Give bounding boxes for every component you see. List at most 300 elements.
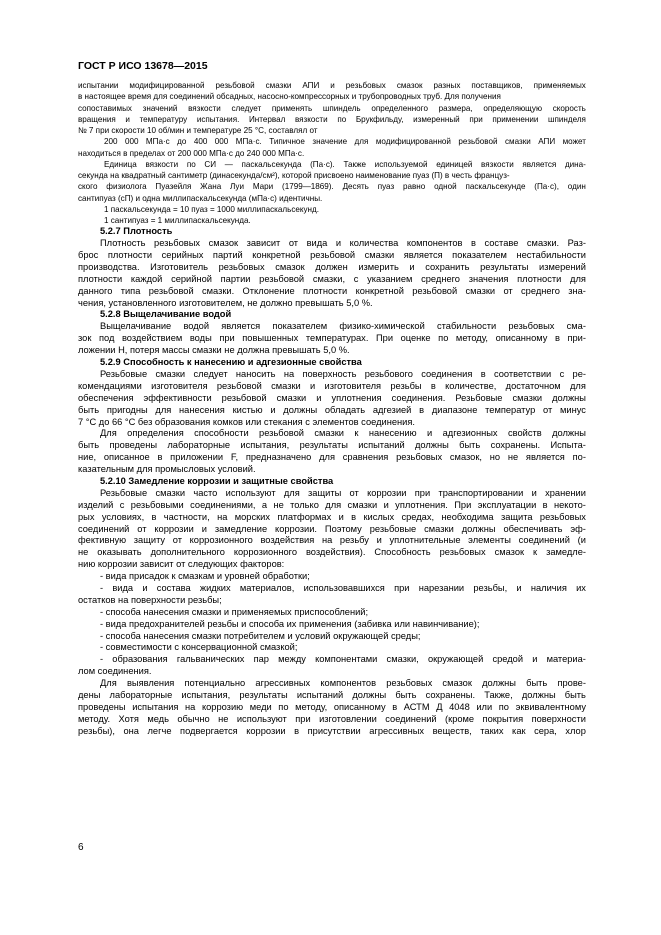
word: резьбы xyxy=(390,380,422,391)
word: морских xyxy=(234,511,271,522)
text-line: 7 °С до 66 °С без образования комков или стекания с элементов соединения. xyxy=(78,416,415,427)
word: брос xyxy=(78,250,99,261)
word: смазок xyxy=(396,81,423,90)
word: проведены xyxy=(109,440,158,451)
word: показателем xyxy=(272,321,328,332)
word: на xyxy=(321,535,333,546)
word: смазок, xyxy=(449,452,482,463)
word: коррозионного xyxy=(189,535,253,546)
word: резьбового xyxy=(364,368,413,379)
word: резьбовой xyxy=(412,285,458,296)
word: для xyxy=(319,452,335,463)
word: резьбовых xyxy=(508,321,555,332)
word: смазок xyxy=(208,238,239,249)
word: ре- xyxy=(572,368,586,379)
word: обладать xyxy=(324,404,366,415)
word: жидких xyxy=(199,582,231,593)
word: МПа·с. xyxy=(235,137,262,147)
text-line: сантипуаз (сП) и одна миллипаскальсекунда (мПа·с) идентичны. xyxy=(78,193,323,203)
word: коррозии xyxy=(246,725,286,736)
word: следует xyxy=(231,103,262,113)
word: Хотя xyxy=(118,713,139,724)
word: (кроме xyxy=(445,713,475,724)
word: сравнения xyxy=(342,452,389,463)
word: единицей xyxy=(436,159,473,169)
word: смазки. xyxy=(526,238,560,249)
word: обеспечения xyxy=(78,392,134,403)
text-line: нию коррозии зависит от следующих факторов: xyxy=(78,559,285,570)
word: количестве, xyxy=(445,380,497,391)
text-line xyxy=(78,159,586,170)
text-line xyxy=(78,524,586,536)
word: поставщиков, xyxy=(471,81,523,90)
text-line xyxy=(78,136,586,147)
word: дены xyxy=(78,689,101,700)
word: результаты xyxy=(480,261,529,272)
word: резьбы), xyxy=(78,725,115,736)
word: наличия xyxy=(530,582,567,593)
word: по xyxy=(498,701,509,712)
text-line xyxy=(78,690,586,702)
word: резьбовых xyxy=(386,678,433,689)
word: условиях, xyxy=(101,511,145,522)
word: а xyxy=(261,499,268,510)
word: не xyxy=(78,547,89,558)
text-line xyxy=(78,702,586,714)
word: резьбовые xyxy=(369,523,417,534)
word: под xyxy=(98,333,115,344)
word: зависит xyxy=(246,238,281,249)
word: быть xyxy=(395,689,417,700)
word: резьбовых xyxy=(396,452,443,463)
word: результаты xyxy=(239,689,288,700)
word: резьбовых xyxy=(345,81,386,90)
word: в xyxy=(542,499,548,510)
word: некото- xyxy=(554,499,586,510)
word: смазки xyxy=(364,250,395,261)
word: плотности xyxy=(107,250,153,261)
word: паскальсекунда xyxy=(241,159,302,169)
word: использовавшихся xyxy=(303,582,385,593)
word: на xyxy=(283,368,295,379)
word: в xyxy=(554,333,560,344)
word: уплотнения xyxy=(331,392,382,403)
word: на xyxy=(185,701,196,712)
word: и xyxy=(427,428,433,439)
word: для xyxy=(155,404,172,415)
word: при xyxy=(414,487,431,498)
text-line xyxy=(78,678,586,690)
word: один xyxy=(567,182,586,192)
word: уплотнения. xyxy=(395,499,448,510)
word: применяемых xyxy=(533,81,586,90)
text-line xyxy=(78,512,586,524)
word: 000 xyxy=(214,137,229,147)
word: резьбовых xyxy=(439,547,486,558)
word: их xyxy=(576,582,586,593)
word: методу, xyxy=(455,333,489,344)
word: и xyxy=(316,392,322,403)
word: температуру xyxy=(139,114,188,124)
text-line xyxy=(78,488,586,500)
word: соединениями, xyxy=(190,499,256,510)
word: описанному xyxy=(333,701,386,712)
word: и xyxy=(376,535,382,546)
word: от xyxy=(137,523,147,534)
word: серийной xyxy=(171,273,212,284)
word: быть xyxy=(78,440,100,451)
word: плотности xyxy=(78,273,123,284)
word: и xyxy=(335,238,342,249)
word: является xyxy=(525,452,565,463)
word: материа- xyxy=(546,654,586,665)
word: с xyxy=(559,368,565,379)
word: скорость xyxy=(552,103,586,113)
text-line: - вида предохранителей резьбы и способа их применения (забивка или навинчивание); xyxy=(100,618,480,629)
text-line xyxy=(78,428,586,440)
word: материалов, xyxy=(239,582,295,593)
word: резьбовых xyxy=(154,238,201,249)
word: значений xyxy=(142,103,178,113)
word: как xyxy=(512,725,526,736)
word: - xyxy=(100,582,104,593)
word: уплотнительные xyxy=(389,535,461,546)
word: и xyxy=(531,487,537,498)
section-heading: 5.2.7 Плотность xyxy=(100,226,173,237)
word: плотности xyxy=(303,285,348,296)
word: соединений xyxy=(518,535,570,546)
word: по xyxy=(337,114,347,124)
word: измеренный xyxy=(413,114,460,124)
word: должны xyxy=(414,440,449,451)
word: резьбовой xyxy=(221,392,267,403)
text-line xyxy=(78,103,586,114)
word: средах, xyxy=(401,511,435,522)
word: (Па·с). xyxy=(310,159,335,169)
word: на xyxy=(217,511,228,522)
word: резьбовыми xyxy=(130,499,184,510)
word: следует xyxy=(193,368,228,379)
word: изделий xyxy=(78,499,114,510)
word: оказывать xyxy=(97,547,142,558)
word: с xyxy=(353,273,359,284)
word: ние, xyxy=(78,452,97,463)
word: конкретной xyxy=(355,285,404,296)
word: показателем xyxy=(452,250,507,261)
word: до xyxy=(177,137,187,147)
word: пуаз xyxy=(377,182,395,192)
word: Д xyxy=(436,701,443,712)
word: температур xyxy=(485,404,536,415)
word: по- xyxy=(572,452,586,463)
word: защиты xyxy=(308,487,342,498)
word: партий xyxy=(212,250,243,261)
word: эксплуатации xyxy=(477,499,537,510)
word: Пуазейля xyxy=(155,182,192,192)
word: медь xyxy=(147,713,169,724)
section-5-2-9 xyxy=(78,357,586,476)
word: при xyxy=(394,582,410,593)
word: дополнительного xyxy=(150,547,225,558)
word: модифицированной xyxy=(375,137,451,147)
word: сма- xyxy=(566,321,586,332)
word: Изготовитель xyxy=(150,261,209,272)
word: частности, xyxy=(163,511,210,522)
text-line: секунда на квадратный сантиметр (динасекунда/см²), которой присвоено наименование пуаз (П) в честь француз- xyxy=(78,171,510,180)
word: часто xyxy=(193,487,218,498)
word: коррозии xyxy=(367,487,407,498)
word: достаточном xyxy=(505,380,561,391)
word: Также xyxy=(343,159,367,169)
word: по xyxy=(186,159,196,169)
word: смазок xyxy=(275,261,305,272)
word: - xyxy=(100,654,104,665)
word: измерить xyxy=(358,261,399,272)
word: для xyxy=(354,137,369,147)
word: присутствии xyxy=(307,725,361,736)
text-line xyxy=(78,393,586,405)
word: ского xyxy=(78,182,98,192)
word: воздействием xyxy=(121,333,183,344)
word: смазок xyxy=(442,678,472,689)
word: в xyxy=(419,404,425,415)
word: Резьбовые xyxy=(455,392,503,403)
page-number: 6 xyxy=(78,842,84,853)
word: водой xyxy=(183,321,210,332)
word: кислых xyxy=(363,511,395,522)
word: одной xyxy=(434,182,457,192)
word: Для xyxy=(100,428,117,439)
word: Для xyxy=(100,678,117,689)
word: смазки, xyxy=(386,654,419,665)
word: (1799—1869). xyxy=(282,182,334,192)
word: равно xyxy=(403,182,426,192)
section-heading: 5.2.10 Замедление коррозии и защитные свойства xyxy=(100,475,334,486)
word: сохранены. xyxy=(425,689,476,700)
word: составе xyxy=(484,238,519,249)
word: шпинделя xyxy=(548,114,586,124)
word: образования xyxy=(112,654,168,665)
word: быть xyxy=(526,678,548,689)
word: пригодны xyxy=(106,404,148,415)
word: должны xyxy=(552,392,586,403)
word: Единица xyxy=(104,159,137,169)
word: комендациями xyxy=(78,380,142,391)
word: вида xyxy=(306,238,328,249)
word: серийных xyxy=(161,250,204,261)
word: в xyxy=(470,238,476,249)
word: обычно xyxy=(177,713,210,724)
document-body xyxy=(78,80,586,738)
word: шпиндель xyxy=(322,103,361,113)
text-line xyxy=(78,547,586,559)
word: и xyxy=(383,499,389,510)
word: смазки xyxy=(265,81,292,90)
word: смазки. xyxy=(201,285,235,296)
word: данного xyxy=(78,285,113,296)
word: и xyxy=(532,654,538,665)
word: при xyxy=(219,333,235,344)
word: сохранить xyxy=(425,261,470,272)
word: наносить xyxy=(235,368,276,379)
word: проведены xyxy=(78,701,126,712)
word: должны xyxy=(482,678,516,689)
word: от xyxy=(349,487,359,498)
word: для xyxy=(570,273,586,284)
word: Испыта- xyxy=(550,440,586,451)
word: диапазоне xyxy=(431,404,478,415)
section-5-2-10 xyxy=(78,476,586,738)
word: покрытия xyxy=(482,713,524,724)
text-line xyxy=(78,250,586,262)
word: типа xyxy=(120,285,141,296)
word: применять xyxy=(271,103,313,113)
word: Типичное xyxy=(269,137,305,147)
word: резьбовой xyxy=(310,250,356,261)
word: гальванических xyxy=(176,654,245,665)
word: используемой xyxy=(374,159,428,169)
word: 200 xyxy=(104,137,118,147)
word: Луи xyxy=(230,182,245,192)
word: указанием xyxy=(367,273,413,284)
word: испытания xyxy=(132,701,179,712)
text-line: - совместимости с консервационной смазкой; xyxy=(100,642,298,653)
word: адгезией xyxy=(372,404,412,415)
word: для xyxy=(283,487,300,498)
word: должны xyxy=(352,689,387,700)
word: элементы xyxy=(468,535,511,546)
word: не xyxy=(218,713,229,724)
word: АСТМ xyxy=(403,701,430,712)
word: необходима xyxy=(441,511,494,522)
word: должны xyxy=(461,523,496,534)
word: среднего xyxy=(521,285,560,296)
word: только xyxy=(290,499,319,510)
word: не xyxy=(273,499,284,510)
word: оценке xyxy=(400,333,431,344)
word: агрессивных xyxy=(255,678,311,689)
word: по xyxy=(438,333,449,344)
word: резьбовых xyxy=(539,511,586,522)
word: лабораторные xyxy=(167,440,231,451)
word: и xyxy=(338,511,344,522)
word: для xyxy=(569,380,586,391)
word: Десять xyxy=(342,182,369,192)
word: замедле- xyxy=(546,547,586,558)
word: АПИ xyxy=(302,81,320,90)
word: для xyxy=(325,499,342,510)
word: коррозионного xyxy=(233,547,297,558)
word: должны xyxy=(521,689,556,700)
text-line: № 7 при скорости 10 об/мин и температуре 25 °С, составлял от xyxy=(78,126,318,135)
text-line: находиться в пределах от 200 000 МПа·с до 240 000 МПа·с. xyxy=(78,148,305,158)
word: значение xyxy=(312,137,348,147)
word: применении xyxy=(492,114,539,124)
word: испытаний xyxy=(296,689,344,700)
word: способности xyxy=(194,428,249,439)
word: стабильности xyxy=(437,321,497,332)
word: 000 xyxy=(124,137,139,147)
word: разных xyxy=(433,81,461,90)
section-intro xyxy=(78,80,586,226)
word: платформах xyxy=(277,511,332,522)
word: от xyxy=(172,535,182,546)
word: паскальсекунде xyxy=(465,182,526,192)
word: средой xyxy=(492,654,524,665)
text-line xyxy=(78,286,586,298)
word: испытания, xyxy=(181,689,231,700)
word: при xyxy=(469,114,483,124)
word: должны xyxy=(552,428,586,439)
word: изготовлении xyxy=(319,713,377,724)
text-line xyxy=(78,583,586,595)
word: выявления xyxy=(126,678,175,689)
word: нестабильности xyxy=(516,250,586,261)
word: нанесения xyxy=(179,404,225,415)
word: СИ xyxy=(204,159,217,169)
word: температурах. xyxy=(305,333,369,344)
word: и xyxy=(270,404,276,415)
word: смазки xyxy=(465,285,496,296)
text-line: 1 паскальсекунда = 10 пуаз = 1000 миллипаскальсекунд. xyxy=(104,204,319,214)
word: сохранены. xyxy=(490,440,541,451)
text-line xyxy=(78,381,586,393)
word: от xyxy=(288,238,299,249)
text-line: 1 сантипуаз = 1 миллипаскальсекунда. xyxy=(104,216,251,225)
word: каждой xyxy=(130,273,163,284)
word: Способность xyxy=(374,547,431,558)
word: рых xyxy=(78,511,95,522)
word: среднего xyxy=(421,273,460,284)
word: к xyxy=(354,428,359,439)
word: при- xyxy=(567,333,586,344)
word: определенного xyxy=(371,103,428,113)
word: Отклонение xyxy=(242,285,295,296)
word: — xyxy=(224,159,233,169)
word: лабораторные xyxy=(109,689,173,700)
word: от xyxy=(543,404,553,415)
word: результаты xyxy=(299,440,348,451)
word: или xyxy=(476,701,493,712)
word: вязкости xyxy=(145,159,179,169)
text-line: - способа нанесения смазки потребителем и условий окружающей среды; xyxy=(100,630,421,641)
word: потенциально xyxy=(184,678,246,689)
word: 4048 xyxy=(449,701,470,712)
text-line xyxy=(78,440,586,452)
word: минус xyxy=(560,404,586,415)
word: коррозии xyxy=(154,523,194,534)
word: окружающей xyxy=(427,654,484,665)
word: описанное xyxy=(103,452,150,463)
text-line: чения, установленного изготовителем, не должно превышать 5,0 %. xyxy=(78,297,373,308)
text-line xyxy=(78,262,586,274)
word: в xyxy=(392,701,398,712)
word: изготовителя xyxy=(151,380,208,391)
word: смазки xyxy=(155,487,186,498)
text-line: ложении Н, потеря массы смазки не должна превышать 5,0 %. xyxy=(78,345,350,356)
word: компонентами xyxy=(315,654,378,665)
word: плотности xyxy=(517,273,562,284)
word: и xyxy=(142,582,148,593)
word: быть xyxy=(78,404,100,415)
text-line xyxy=(78,333,586,345)
word: подвергается xyxy=(180,725,238,736)
word: измерений xyxy=(539,261,586,272)
word: компонентов xyxy=(320,678,377,689)
word: Жана xyxy=(200,182,222,192)
word: смазки xyxy=(271,380,301,391)
word: Мари xyxy=(252,182,274,192)
